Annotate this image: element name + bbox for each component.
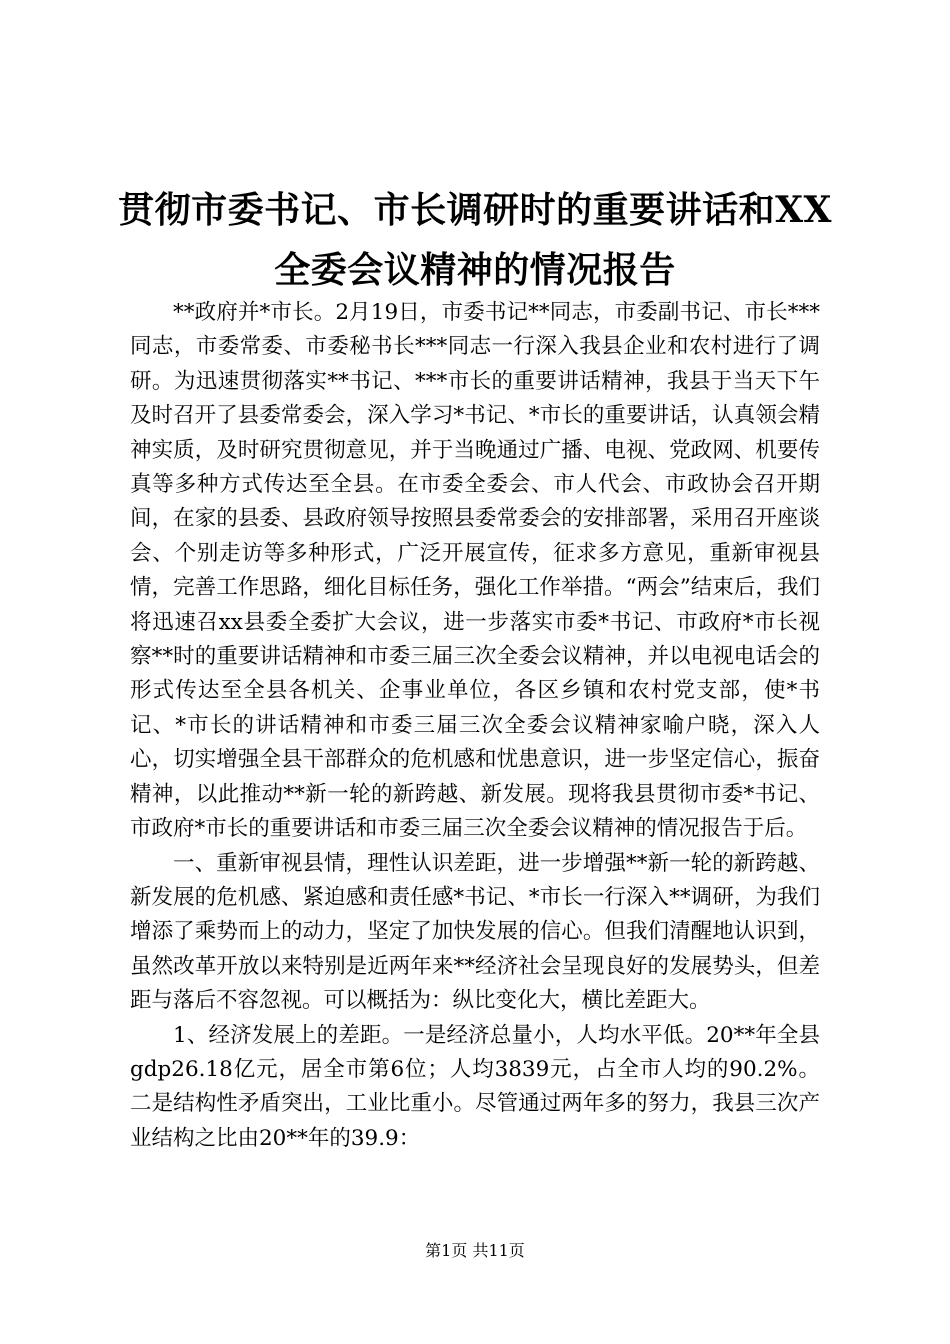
document-title-line-2: 全委会议精神的情况报告 <box>274 249 676 291</box>
document-body <box>130 296 820 1156</box>
body-paragraph-3: 1、经济发展上的差距。一是经济总量小，人均水平低。20**年全县gdp26.18亿元，居全市第6位；人均3839元，占全市人均的90.2%。二是结构性矛盾突出，工业比重小。尽管通过两年多的努力，我县三次产业结构之比由20**年的39.9： <box>130 1022 820 1151</box>
body-paragraph-2: 一、重新审视县情，理性认识差距，进一步增强**新一轮的新跨越、新发展的危机感、紧迫感和责任感*书记、*市长一行深入**调研，为我们增添了乘势而上的动力，坚定了加快发展的信心。但我们清醒地认识到，虽然改革开放以来特别是近两年来**经济社会呈现良好的发展势头，但差距与落后不容忽视。可以概括为：纵比变化大，横比差距大。 <box>130 850 820 1014</box>
document-title-line-1: 贯彻市委书记、市长调研时的重要讲话和XX <box>118 189 832 231</box>
body-paragraph-1: **政府并*市长。2月19日，市委书记**同志，市委副书记、市长***同志，市委常委、市委秘书长***同志一行深入我县企业和农村进行了调研。为迅速贯彻落实**书记、***市长的重要讲话精神，我县于当天下午及时召开了县委常委会，深入学习*书记、*市长的重要讲话，认真领会精神实质，及时研究贯彻意见，并于当晚通过广播、电视、党政网、机要传真等多种方式传达至全县。在市委全委会、市人代会、市政协会召开期间，在家的县委、县政府领导按照县委常委会的安排部署，采用召开座谈会、个别走访等多种形式，广泛开展宣传，征求多方意见，重新审视县情，完善工作思路，细化目标任务，强化工作举措。“两会”结束后，我们将迅速召xx县委全委扩大会议，进一步落实市委*书记、市政府*市长视察**时的重要讲话精神和市委三届三次全委会议精神，并以电视电话会的形式传达至全县各机关、企事业单位，各区乡镇和农村党支部，使*书记、*市长的讲话精神和市委三届三次全委会议精神家喻户晓，深入人心，切实增强全县干部群众的危机感和忧患意识，进一步坚定信心，振奋精神，以此推动**新一轮的新跨越、新发展。现将我县贯彻市委*书记、市政府*市长的重要讲话和市委三届三次全委会议精神的情况报告于后。 <box>130 300 820 842</box>
page-footer: 第1页 共11页 <box>425 1241 525 1260</box>
